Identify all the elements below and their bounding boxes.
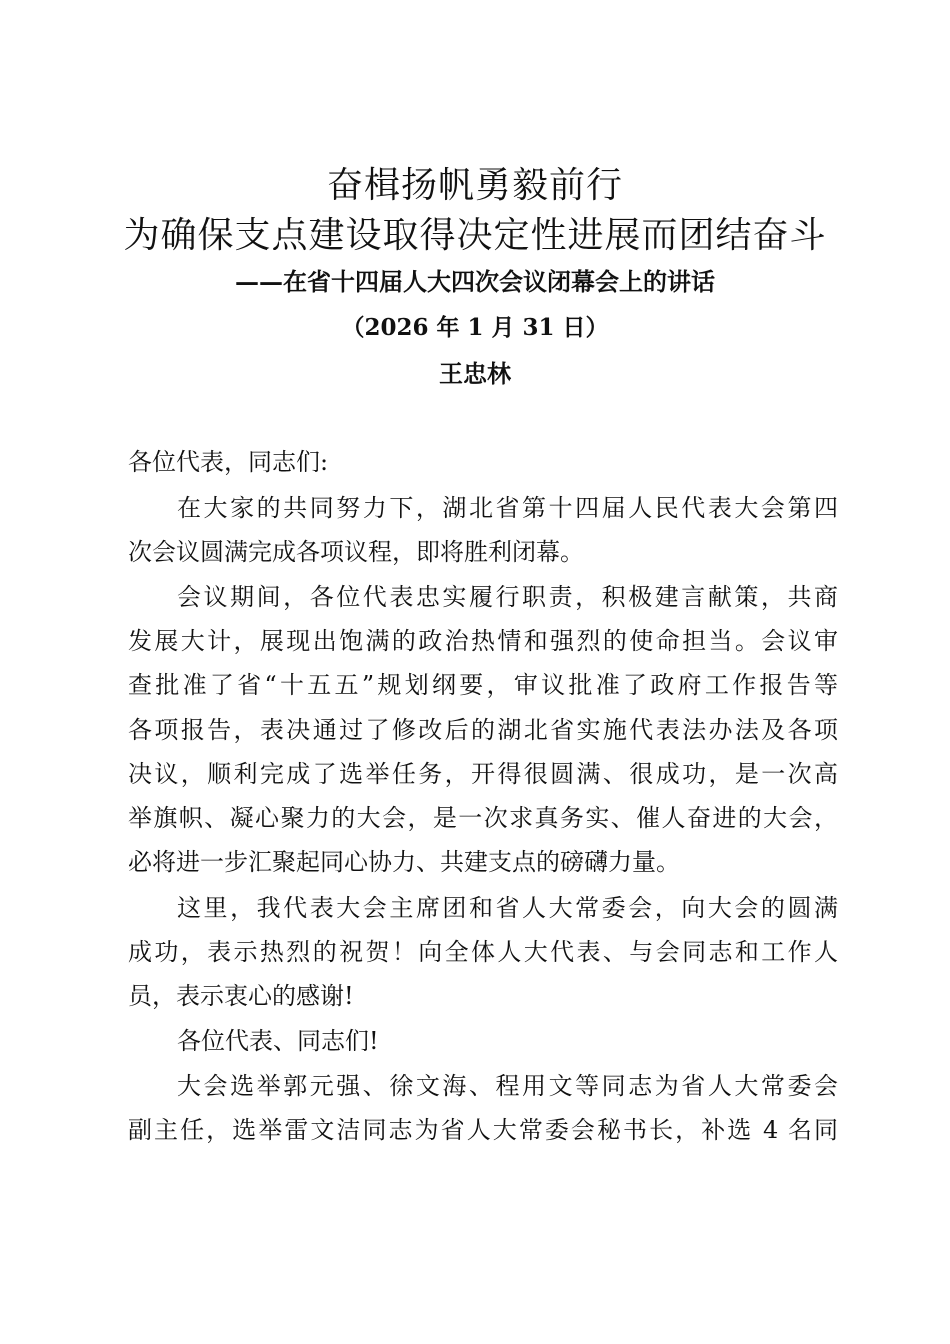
- body-line: 这里，我代表大会主席团和省人大常委会，向大会的圆满: [177, 894, 838, 922]
- document-title-line-1: 奋楫扬帆勇毅前行: [326, 165, 623, 206]
- body-line: 副主任，选举雷文洁同志为省人大常委会秘书长，补选 4 名同: [128, 1116, 838, 1144]
- document-subtitle: ——在省十四届人大四次会议闭幕会上的讲话: [235, 267, 715, 296]
- document-title-line-2: 为确保支点建设取得决定性进展而团结奋斗: [123, 215, 827, 256]
- body-line: 查批准了省“十五五”规划纲要，审议批准了政府工作报告等: [128, 671, 838, 699]
- body-line: 决议，顺利完成了选举任务，开得很圆满、很成功，是一次高: [128, 760, 838, 788]
- body-line: 必将进一步汇聚起同心协力、共建支点的磅礴力量。: [128, 848, 680, 876]
- body-line: 发展大计，展现出饱满的政治热情和强烈的使命担当。会议审: [128, 627, 838, 655]
- body-line: 各位代表、同志们!: [177, 1027, 379, 1055]
- body-line: 员，表示衷心的感谢!: [128, 982, 354, 1010]
- body-line: 举旗帜、凝心聚力的大会，是一次求真务实、催人奋进的大会，: [128, 804, 838, 832]
- body-line: 次会议圆满完成各项议程，即将胜利闭幕。: [128, 538, 584, 566]
- body-line: 会议期间，各位代表忠实履行职责，积极建言献策，共商: [177, 583, 838, 611]
- body-line: 在大家的共同努力下，湖北省第十四届人民代表大会第四: [177, 494, 838, 522]
- document-author: 王忠林: [439, 359, 511, 388]
- body-line: 大会选举郭元强、徐文海、程用文等同志为省人大常委会: [177, 1072, 838, 1100]
- document-date: （2026 年 1 月 31 日）: [341, 314, 609, 341]
- salutation: 各位代表，同志们:: [128, 448, 329, 476]
- body-line: 成功，表示热烈的祝贺！向全体人大代表、与会同志和工作人: [128, 938, 838, 966]
- body-line: 各项报告，表决通过了修改后的湖北省实施代表法办法及各项: [128, 716, 838, 744]
